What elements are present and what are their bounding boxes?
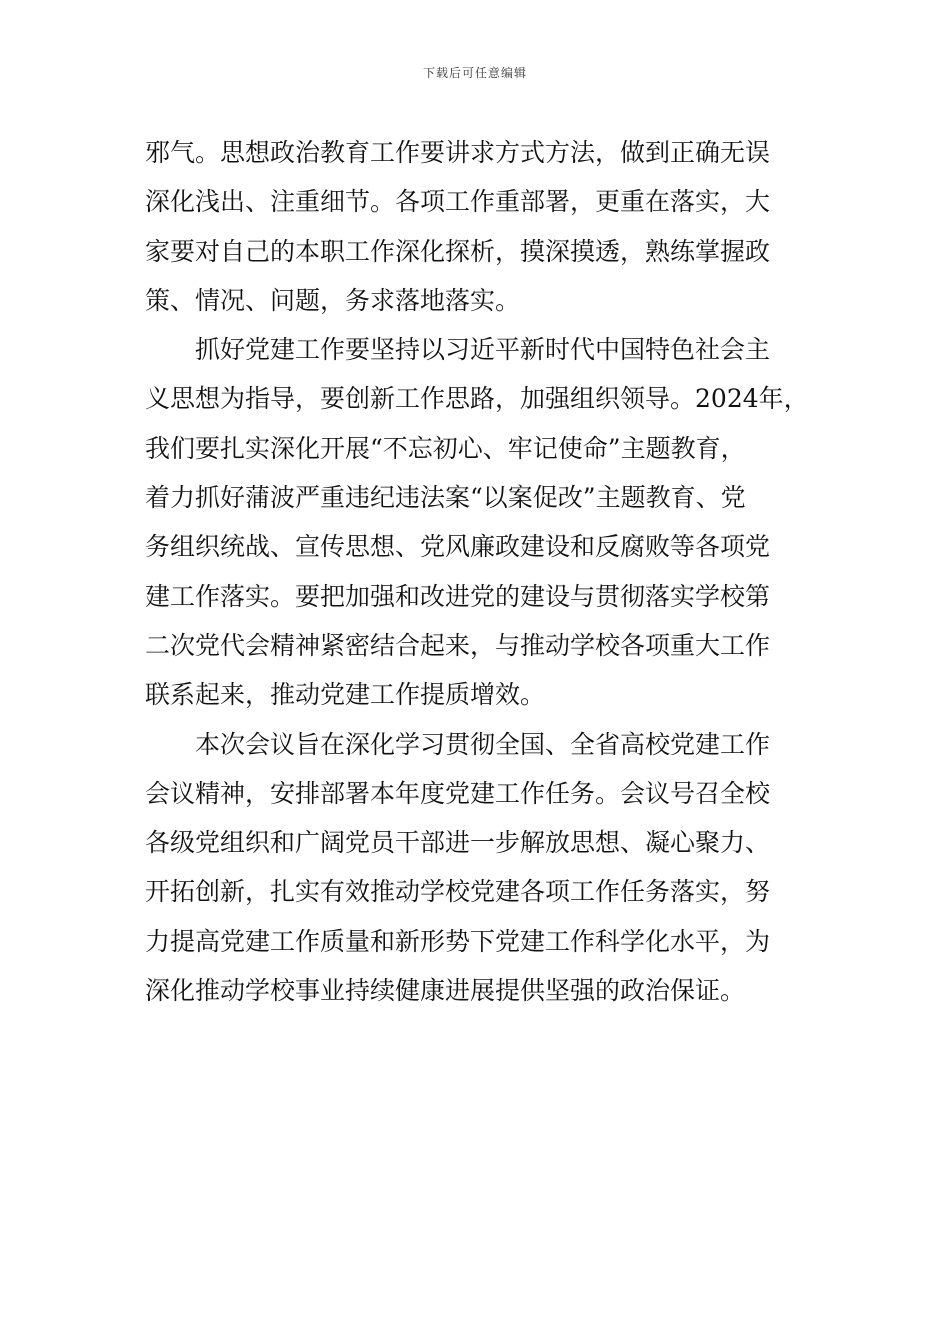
paragraph-3 [145, 720, 825, 1016]
text-line: 建工作落实。要把加强和改进党的建设与贯彻落实学校第 [145, 581, 771, 611]
paragraph-2 [145, 325, 825, 719]
page-header: 下载后可任意编辑 [422, 66, 527, 80]
document-body [145, 128, 825, 1015]
text-line: 务组织统战、宣传思想、党风廉政建设和反腐败等各项党 [145, 532, 771, 562]
text-line: 策、情况、问题，务求落地落实。 [145, 285, 521, 315]
text-line: 力提高党建工作质量和新形势下党建工作科学化水平，为 [145, 926, 771, 956]
text-line: 各级党组织和广阔党员干部进一步解放思想、凝心聚力、 [145, 828, 771, 858]
text-line: 联系起来，推动党建工作提质增效。 [145, 680, 546, 710]
paragraph-1 [145, 128, 825, 325]
text-line: 抓好党建工作要坚持以习近平新时代中国特色社会主 [195, 335, 771, 365]
text-line: 家要对自己的本职工作深化探析，摸深摸透，熟练掌握政 [145, 236, 771, 266]
text-line: 二次党代会精神紧密结合起来，与推动学校各项重大工作 [145, 630, 771, 660]
text-line: 开拓创新，扎实有效推动学校党建各项工作任务落实，努 [145, 877, 771, 907]
text-line: 邪气。思想政治教育工作要讲求方式方法，做到正确无误 [145, 138, 771, 167]
text-line: 深化推动学校事业持续健康进展提供坚强的政治保证。 [145, 976, 746, 1006]
text-line: 着力抓好蒲波严重违纪违法案“以案促改”主题教育、党 [145, 483, 746, 513]
text-line: 义思想为指导，要创新工作思路，加强组织领导。2024年， [145, 384, 809, 414]
text-line: 本次会议旨在深化学习贯彻全国、全省高校党建工作 [195, 729, 771, 759]
text-line: 我们要扎实深化开展“不忘初心、牢记使命”主题教育， [145, 433, 746, 463]
text-line: 深化浅出、注重细节。各项工作重部署，更重在落实，大 [145, 187, 771, 217]
text-line: 会议精神，安排部署本年度党建工作任务。会议号召全校 [145, 778, 771, 808]
